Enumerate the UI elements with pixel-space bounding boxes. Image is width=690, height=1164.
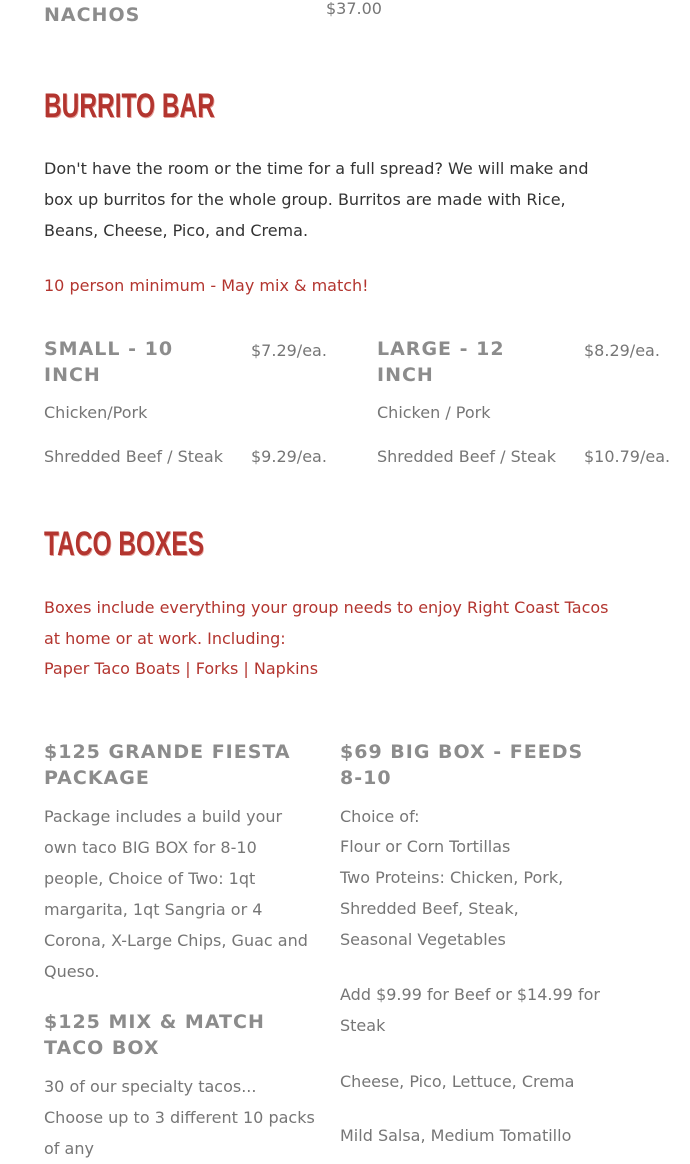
taco-boxes-includes: Paper Taco Boats | Forks | Napkins (44, 659, 319, 678)
taco-boxes-intro: Boxes include everything your group needs to enjoy Right Coast Tacos at home or at work. Including: (44, 598, 609, 648)
burrito-bar-description: Don't have the room or the time for a full spread? We will make and box up burritos for the whole group. Burritos are made with Rice, Beans, Cheese, Pico, and Crema. (44, 159, 589, 240)
burrito-large-option1: Chicken / Pork (377, 403, 491, 422)
big-box-proteins: Two Proteins: Chicken, Pork, Shredded Beef, Steak, Seasonal Vegetables (340, 868, 564, 949)
taco-boxes-heading: TACO BOXES (44, 525, 205, 563)
burrito-small-price: $7.29/ea. (251, 341, 327, 360)
burrito-bar-heading: BURRITO BAR (44, 87, 215, 125)
grande-fiesta-title: $125 GRANDE FIESTA PACKAGE (44, 741, 291, 789)
burrito-large-title: LARGE - 12 INCH (377, 338, 505, 386)
nachos-title: NACHOS (44, 4, 141, 26)
mix-match-title: $125 MIX & MATCH TACO BOX (44, 1011, 265, 1059)
grande-fiesta-description: Package includes a build your own taco BIG BOX for 8-10 people, Choice of Two: 1qt margarita, 1qt Sangria or 4 Corona, X-Large Chips, Guac and Queso. (44, 807, 308, 981)
burrito-small-option2: Shredded Beef / Steak (44, 447, 223, 466)
big-box-add-on: Add $9.99 for Beef or $14.99 for Steak (340, 985, 600, 1035)
burrito-minimum-note: 10 person minimum - May mix & match! (44, 276, 369, 295)
big-box-tortillas: Flour or Corn Tortillas (340, 837, 511, 856)
burrito-small-title: SMALL - 10 INCH (44, 338, 174, 386)
big-box-title: $69 BIG BOX - FEEDS 8-10 (340, 741, 584, 789)
big-box-choice-label: Choice of: (340, 807, 420, 826)
burrito-small-option1: Chicken/Pork (44, 403, 148, 422)
burrito-large-price: $8.29/ea. (584, 341, 660, 360)
mix-match-description: 30 of our specialty tacos... Choose up to 3 different 10 packs of any (44, 1077, 315, 1158)
burrito-small-option2-price: $9.29/ea. (251, 447, 327, 466)
burrito-large-option2: Shredded Beef / Steak (377, 447, 556, 466)
burrito-large-option2-price: $10.79/ea. (584, 447, 671, 466)
nachos-price: $37.00 (326, 0, 382, 18)
big-box-salsas: Mild Salsa, Medium Tomatillo (340, 1126, 572, 1145)
big-box-toppings: Cheese, Pico, Lettuce, Crema (340, 1072, 575, 1091)
